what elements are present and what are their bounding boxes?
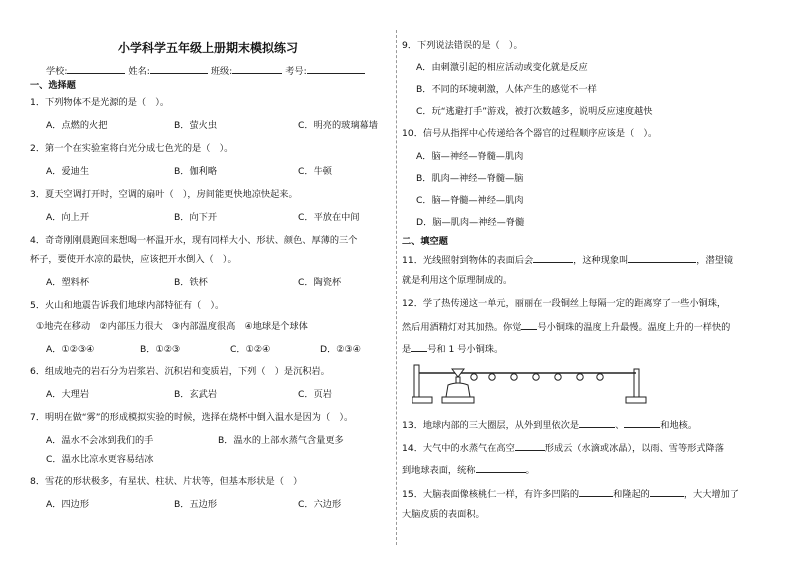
q10-option-d: D．脑—肌肉—神经—脊髓 xyxy=(416,217,525,228)
q1-stem: 1．下列物体不是光源的是（ ）。 xyxy=(30,97,170,108)
q12-part1: 然后用酒精灯对其加热。你觉 xyxy=(402,322,522,333)
q7-stem: 7．明明在做“雾”的形成模拟实验的时候，选择在烧杯中倒入温水是因为（ ）。 xyxy=(30,412,354,423)
student-info-row xyxy=(46,64,365,78)
name-blank xyxy=(150,64,208,74)
q9-option-a: A．由刺激引起的相应活动或变化就是反应 xyxy=(416,62,588,73)
q13-part3: 和地核。 xyxy=(660,420,698,431)
q12-line1: 12．学了热传递这一单元，丽丽在一段铜丝上每隔一定的距离穿了一些小铜珠， xyxy=(402,298,727,309)
section-choice: 一、选择题 xyxy=(30,80,76,91)
q4-option-c: C．陶瓷杯 xyxy=(298,277,342,288)
q2-option-c: C．牛顿 xyxy=(298,166,332,177)
q2-stem: 2．第一个在实验室将白光分成七色光的是（ ）。 xyxy=(30,143,234,154)
q15-blank1 xyxy=(579,487,613,497)
q5-option-a: A．①②③④ xyxy=(46,344,95,355)
q2-option-a: A．爱迪生 xyxy=(46,166,90,177)
page-title: 小学科学五年级上册期末模拟练习 xyxy=(118,41,299,55)
q15-part3: ，大大增加了 xyxy=(683,489,739,500)
q10-option-c: C．脑—脊髓—神经—肌肉 xyxy=(416,195,524,206)
q15-blank2 xyxy=(650,487,684,497)
q11-part2: ，这种现象叫 xyxy=(573,255,629,266)
q15-part1: 15．大脑表面像核桃仁一样，有许多凹陷的 xyxy=(402,489,580,500)
q3-option-c: C．平放在中间 xyxy=(298,212,360,223)
q13-blank1 xyxy=(579,418,615,428)
q4-stem-line1: 4．奇奇刚刚晨跑回来想喝一杯温开水，现有同样大小、形状、颜色、厚薄的三个 xyxy=(30,235,358,246)
q3-option-a: A．向上开 xyxy=(46,212,90,223)
q9-stem: 9．下列说法错误的是（ ）。 xyxy=(402,40,523,51)
q12-line3 xyxy=(402,342,503,356)
q5-option-b: B．①②③ xyxy=(140,344,181,355)
q11-part3: ，潜望镜 xyxy=(696,255,734,266)
q13-blank2 xyxy=(624,418,660,428)
q8-stem: 8．雪花的形状极多，有星状、柱状、片状等，但基本形状是（ ） xyxy=(30,476,303,487)
school-label: 学校: xyxy=(46,66,68,77)
q6-option-b: B．玄武岩 xyxy=(174,389,218,400)
q12-part2: 号小铜珠的温度上升最慢。温度上升的一样快的 xyxy=(537,322,731,333)
q6-option-a: A．大理岩 xyxy=(46,389,90,400)
id-label: 考号: xyxy=(285,66,307,77)
q10-option-a: A．脑—神经—脊髓—肌肉 xyxy=(416,151,524,162)
q12-blank2 xyxy=(411,342,427,352)
q11-blank1 xyxy=(533,253,573,263)
q8-option-b: B．五边形 xyxy=(174,499,218,510)
q10-stem: 10．信号从指挥中心传递给各个器官的过程顺序应该是（ ）。 xyxy=(402,128,658,139)
class-blank xyxy=(232,64,282,74)
name-label: 姓名: xyxy=(128,66,150,77)
q14-blank1 xyxy=(515,441,545,451)
q6-option-c: C．页岩 xyxy=(298,389,332,400)
q14-line1 xyxy=(402,441,724,455)
q1-option-b: B．萤火虫 xyxy=(174,120,218,131)
q15-line1 xyxy=(402,487,739,501)
q12-blank1 xyxy=(521,320,537,330)
q9-option-c: C．玩“逃避打手”游戏，被打次数越多，说明反应速度越快 xyxy=(416,106,653,117)
q3-stem: 3．夏天空调打开时，空调的扇叶（ ），房间能更快地凉快起来。 xyxy=(30,189,298,200)
q7-option-b: B．温水的上部水蒸气含量更多 xyxy=(218,435,344,446)
q15-part2: 和隆起的 xyxy=(613,489,650,500)
q12-line2 xyxy=(402,320,730,334)
section-fill: 二、填空题 xyxy=(402,236,448,247)
q6-stem: 6．组成地壳的岩石分为岩浆岩、沉积岩和变质岩，下列（ ）是沉积岩。 xyxy=(30,366,330,377)
q7-option-a: A．温水不会冰到我们的手 xyxy=(46,435,154,446)
id-blank xyxy=(307,64,365,74)
class-label: 班级: xyxy=(210,66,233,77)
q14-part2: 形成云（水滴或冰晶），以雨、雪等形式降落 xyxy=(544,443,724,454)
q3-option-b: B．向下开 xyxy=(174,212,218,223)
q11-blank2 xyxy=(628,253,696,263)
q4-option-b: B．铁杯 xyxy=(174,277,208,288)
q14-line2 xyxy=(402,463,535,477)
q5-items: ①地壳在移动 ②内部压力很大 ③内部温度很高 ④地球是个球体 xyxy=(36,321,308,332)
q11-part1: 11．光线照射到物体的表面后会 xyxy=(402,255,534,266)
q13-part2: 、 xyxy=(615,420,625,431)
q12-part3: 是 xyxy=(402,344,412,355)
q1-option-c: C．明亮的玻璃幕墙 xyxy=(298,120,378,131)
q11-line2: 就是利用这个原理制成的。 xyxy=(402,275,513,286)
q15-line2: 大脑皮质的表面积。 xyxy=(402,509,485,520)
q8-option-c: C．六边形 xyxy=(298,499,342,510)
q12-part4: 号和 1 号小铜珠。 xyxy=(427,344,504,355)
q4-option-a: A．塑料杯 xyxy=(46,277,90,288)
q13-part1: 13．地球内部的三大圈层，从外到里依次是 xyxy=(402,420,580,431)
q1-option-a: A．点燃的火把 xyxy=(46,120,108,131)
column-divider xyxy=(396,30,397,545)
q14-blank2 xyxy=(476,463,526,473)
q7-option-c: C．温水比凉水更容易结冰 xyxy=(46,454,154,465)
q10-option-b: B．肌肉—神经—脊髓—脑 xyxy=(416,173,524,184)
school-blank xyxy=(67,64,125,74)
copper-wire-apparatus-illustration xyxy=(412,361,652,409)
q4-stem-line2: 杯子，要使开水凉的最快，应该把开水倒入（ ）。 xyxy=(30,254,237,265)
q5-stem: 5．火山和地震告诉我们地球内部特征有（ ）。 xyxy=(30,300,225,311)
q5-option-c: C．①②④ xyxy=(230,344,271,355)
q5-option-d: D．②③④ xyxy=(320,344,361,355)
q9-option-b: B．不同的环境刺激，人体产生的感觉不一样 xyxy=(416,84,597,95)
q8-option-a: A．四边形 xyxy=(46,499,90,510)
q11-line1 xyxy=(402,253,733,267)
q14-part4: 。 xyxy=(525,465,535,476)
q2-option-b: B．伽利略 xyxy=(174,166,218,177)
q14-part1: 14．大气中的水蒸气在高空 xyxy=(402,443,515,454)
q14-part3: 到地球表面，统称 xyxy=(402,465,476,476)
q13-line xyxy=(402,418,697,432)
